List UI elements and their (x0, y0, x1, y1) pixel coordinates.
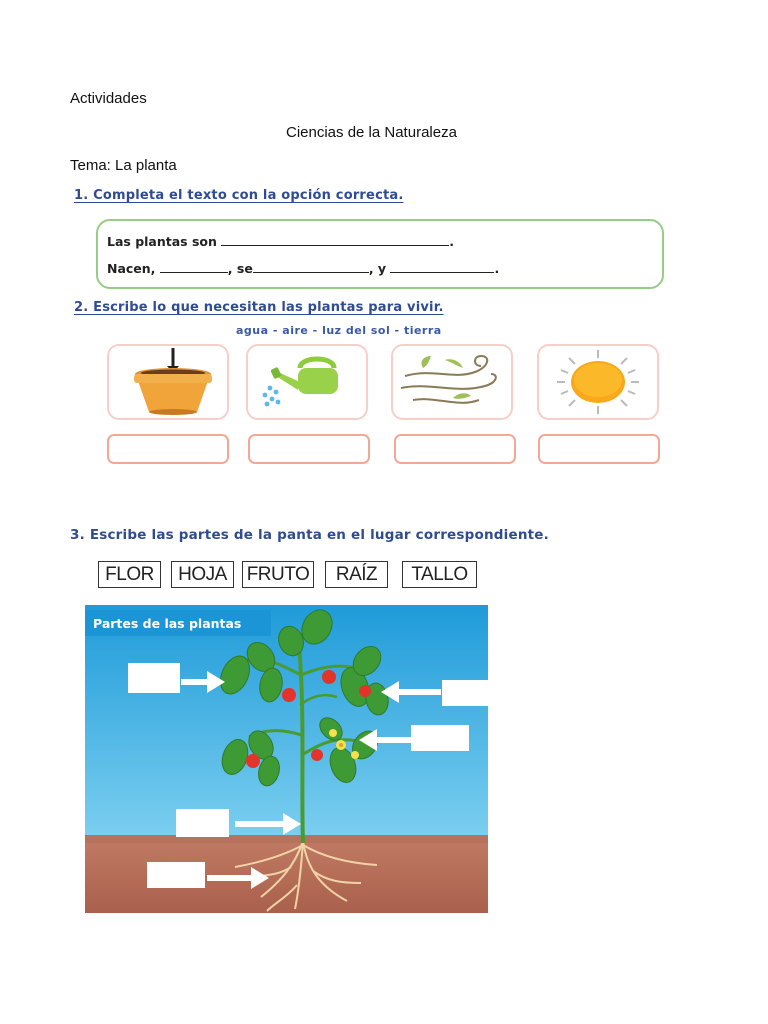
label-box-1[interactable] (128, 663, 180, 693)
topic-heading: Tema: La planta (70, 157, 177, 174)
label-box-2[interactable] (442, 680, 488, 706)
line-2-start: Nacen, (107, 261, 156, 276)
label-box-3[interactable] (411, 725, 469, 751)
exercise-1-line-1 (107, 234, 454, 249)
word-tallo: TALLO (402, 561, 477, 588)
line-2-mid-2: , y (368, 261, 387, 276)
exercise-1-box (96, 219, 664, 289)
blank-2[interactable] (160, 261, 228, 273)
label-box-5[interactable] (147, 862, 205, 888)
plant-diagram (85, 605, 488, 913)
exercise-2-title: 2. Escribe lo que necesitan las plantas para vivir. (74, 300, 444, 315)
flower-pot-icon (109, 346, 227, 418)
diagram-title: Partes de las plantas (85, 610, 271, 636)
needs-options: agua - aire - luz del sol - tierra (236, 324, 442, 337)
plant-illustration (85, 605, 488, 913)
answer-box-2[interactable] (248, 434, 370, 464)
blank-4[interactable] (390, 261, 494, 273)
picture-card-air (391, 344, 513, 420)
line-1-end: . (449, 234, 454, 249)
blank-3[interactable] (253, 261, 369, 273)
word-fruto: FRUTO (242, 561, 314, 588)
word-hoja: HOJA (171, 561, 234, 588)
line-2-mid-1: , se (227, 261, 253, 276)
blank-1[interactable] (221, 234, 449, 246)
picture-card-soil (107, 344, 229, 420)
label-box-4[interactable] (176, 809, 229, 837)
answer-box-4[interactable] (538, 434, 660, 464)
answer-box-3[interactable] (394, 434, 516, 464)
word-flor: FLOR (98, 561, 161, 588)
word-raiz: RAÍZ (325, 561, 388, 588)
line-2-end: . (494, 261, 500, 276)
sun-icon (539, 346, 657, 418)
picture-card-water (246, 344, 368, 420)
subject-heading: Ciencias de la Naturaleza (286, 124, 457, 141)
exercise-3-title: 3. Escribe las partes de la panta en el lugar correspondiente. (70, 527, 549, 543)
watering-can-icon (248, 346, 366, 418)
answer-box-1[interactable] (107, 434, 229, 464)
exercise-1-title: 1. Completa el texto con la opción correcta. (74, 188, 404, 203)
exercise-1-line-2 (107, 261, 499, 276)
activities-heading: Actividades (70, 90, 147, 107)
wind-icon (393, 346, 511, 418)
line-1-start: Las plantas son (107, 234, 217, 249)
picture-card-sun (537, 344, 659, 420)
